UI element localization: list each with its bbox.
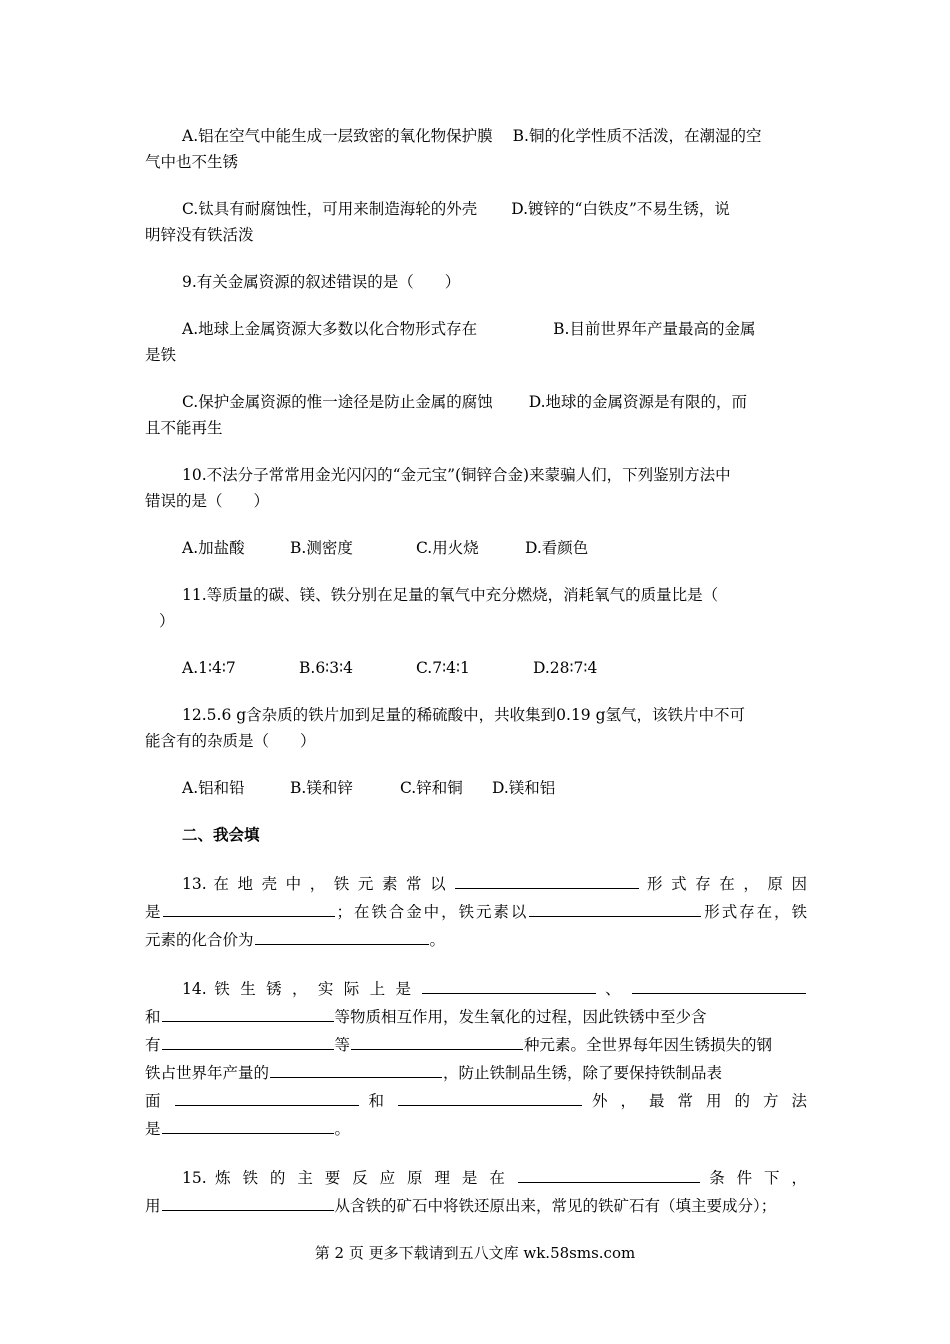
q10-option-a: A.加盐酸 [182,539,245,557]
section-heading: 二、我会填 [182,826,260,844]
q8-line-2: 气中也不生锈 [145,153,239,171]
q13-blank-2[interactable] [163,897,335,917]
q13-blank-1[interactable] [455,869,639,889]
q11-options [145,655,807,681]
q9-option-a: A.地球上金属资源大多数以化合物形式存在 [182,320,478,338]
q12-option-d: D.镁和铝 [492,779,556,797]
q11-stem-cont: ） [159,612,175,630]
q9-line-b: 是铁 [145,346,177,364]
q12-stem: 12.5.6 g含杂质的铁片加到足量的稀硫酸中，共收集到0.19 g氢气，该铁片中不可 [182,706,746,724]
page-footer: 第 2 页 更多下载请到五八文库 wk.58sms.com [314,1244,636,1262]
q14-blank-9[interactable] [162,1114,334,1134]
q14-blank-2[interactable] [632,974,806,994]
q10-option-d: D.看颜色 [525,539,589,557]
q10-stem-cont: 错误的是（ ） [145,492,270,510]
q12-option-c: C.锌和铜 [400,779,463,797]
q14-blank-1[interactable] [422,974,596,994]
q14-blank-8[interactable] [398,1086,582,1106]
q11-option-c: C.7∶4∶1 [416,659,470,677]
q10-option-b: B.测密度 [290,539,353,557]
q8-option-c: C.钛具有耐腐蚀性，可用来制造海轮的外壳 [182,200,478,218]
q9-line-c [145,389,807,415]
q14-line-5: 面 和 外 ， 最 常 用 的 方 法 [145,1086,807,1114]
q15-blank-1[interactable] [518,1163,700,1183]
q14-blank-5[interactable] [351,1030,523,1050]
q14-line-3: 有 等 种元素。全世界每年因生锈损失的钢 [145,1030,807,1058]
q13-line-1: 13. 在 地 壳 中 ， 铁 元 素 常 以 形 式 存 在 ， 原 因 [145,869,807,897]
q9-stem: 9.有关金属资源的叙述错误的是（ ） [182,273,461,291]
q13-blank-3[interactable] [529,897,701,917]
q14-blank-4[interactable] [162,1030,334,1050]
q8-line-1 [145,123,807,149]
q11-option-b: B.6∶3∶4 [299,659,353,677]
q14-line-2: 和 等物质相互作用，发生氧化的过程，因此铁锈中至少含 [145,1002,807,1030]
q9-option-b: B.目前世界年产量最高的金属 [553,320,756,338]
q9-line-d: 且不能再生 [145,419,223,437]
q10-options [145,535,807,561]
q14-blank-6[interactable] [270,1058,442,1078]
q13-blank-4[interactable] [255,925,429,945]
q9-option-d: D.地球的金属资源是有限的，而 [528,393,748,411]
q14-blank-3[interactable] [162,1002,334,1022]
q14-line-1: 14. 铁 生 锈 ， 实 际 上 是 、 [145,974,807,1002]
q15-blank-2[interactable] [162,1191,334,1211]
q15-line-2: 用 从含铁的矿石中将铁还原出来，常见的铁矿石有（填主要成分）； [145,1191,807,1219]
q11-option-d: D.28∶7∶4 [533,659,598,677]
q10-option-c: C.用火烧 [416,539,479,557]
q14-line-6: 是 。 [145,1114,807,1142]
q8-line-3 [145,196,807,222]
document-page [145,118,807,1219]
q11-option-a: A.1∶4∶7 [182,659,236,677]
q8-line-4: 明锌没有铁活泼 [145,226,254,244]
q9-line-a [145,316,807,342]
q8-option-b: B.铜的化学性质不活泼，在潮湿的空 [512,127,762,145]
q12-option-a: A.铝和铅 [182,779,245,797]
q8-option-d: D.镀锌的“白铁皮”不易生锈，说 [511,200,730,218]
q11-stem: 11.等质量的碳、镁、铁分别在足量的氧气中充分燃烧，消耗氧气的质量比是（ [182,586,719,604]
q15-line-1: 15. 炼 铁 的 主 要 反 应 原 理 是 在 条 件 下 ， [145,1163,807,1191]
q13-line-2: 是 ；在铁合金中，铁元素以 形式存在，铁 [145,897,807,925]
q9-option-c: C.保护金属资源的惟一途径是防止金属的腐蚀 [182,393,493,411]
q12-options [145,775,807,801]
q12-option-b: B.镁和锌 [290,779,353,797]
q14-line-4: 铁占世界年产量的 ，防止铁制品生锈，除了要保持铁制品表 [145,1058,807,1086]
q14-blank-7[interactable] [175,1086,359,1106]
q10-stem: 10.不法分子常常用金光闪闪的“金元宝”(铜锌合金)来蒙骗人们，下列鉴别方法中 [182,466,731,484]
q12-stem-cont: 能含有的杂质是（ ） [145,732,316,750]
q8-option-a: A.铝在空气中能生成一层致密的氧化物保护膜 [182,127,493,145]
q13-line-3: 元素的化合价为 。 [145,925,807,953]
